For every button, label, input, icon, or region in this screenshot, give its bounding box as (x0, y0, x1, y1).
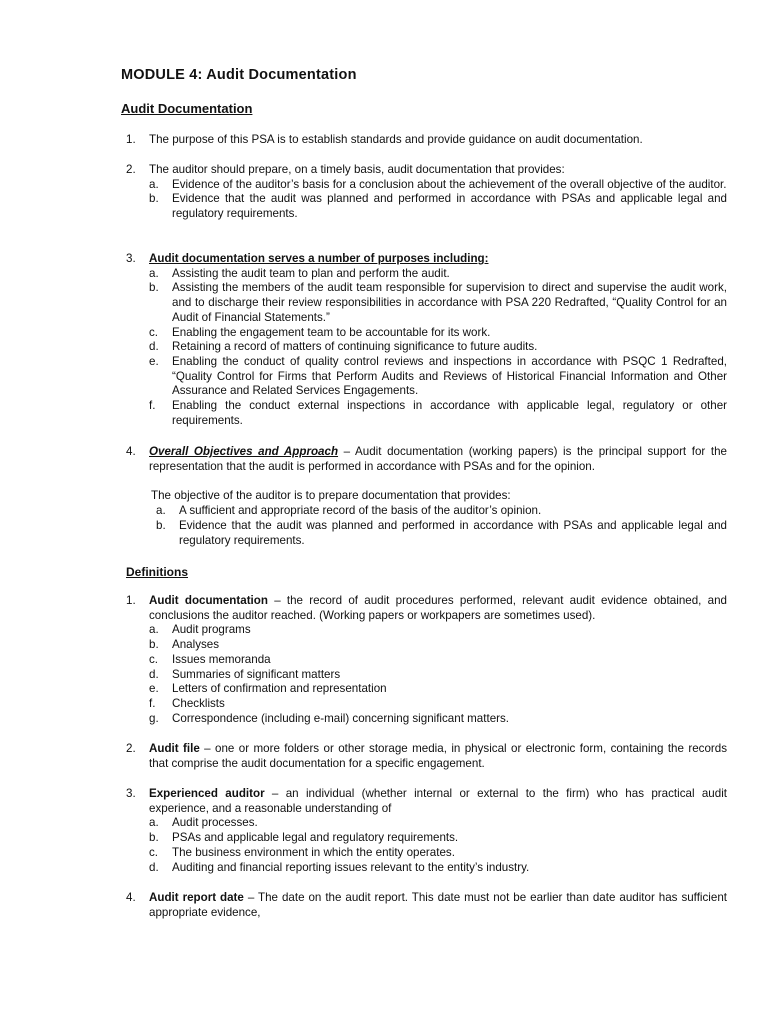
sub-item (0, 504, 768, 519)
sub-text: Assisting the members of the audit team responsible for supervision to direct and supervise the audit work, and to discharge their review responsibilities in accordance with PSA 220 Redrafted, “Quality Control for an Audit of Financial Statements.” (172, 281, 727, 324)
sub-letter: d. (149, 667, 159, 681)
sub-item (0, 846, 768, 861)
sub-letter: d. (149, 340, 159, 354)
sub-item (0, 267, 768, 282)
list-item-2 (0, 163, 768, 222)
sub-text: A sufficient and appropriate record of the basis of the auditor’s opinion. (179, 504, 542, 518)
sub-text: Issues memoranda (172, 652, 271, 666)
sub-item (0, 653, 768, 668)
definitions-title: Definitions (126, 565, 188, 579)
sub-item (0, 340, 768, 355)
sub-text: Auditing and financial reporting issues relevant to the entity’s industry. (172, 860, 530, 874)
definition-3 (0, 787, 768, 875)
sub-letter: e. (149, 682, 159, 696)
list-item-4 (0, 445, 768, 548)
objective-paragraph: The objective of the auditor is to prepare documentation that provides: (151, 489, 511, 503)
item-heading: Overall Objectives and Approach (149, 445, 339, 458)
sub-item (0, 668, 768, 683)
sub-item (0, 355, 768, 399)
definition-text: – an individual (whether internal or external to the firm) who has practical audit experience, and a reasonable understanding of (149, 787, 727, 815)
definition-text: – one or more folders or other storage media, in physical or electronic form, containing the records that comprise the audit documentation for a specific engagement. (149, 742, 728, 770)
sub-text: Evidence that the audit was planned and performed in accordance with PSAs and applicable legal and regulatory requirements. (172, 192, 727, 221)
sub-letter: e. (149, 354, 159, 368)
sub-text: Audit programs (172, 623, 251, 637)
sub-text: Retaining a record of matters of continuing significance to future audits. (172, 340, 538, 354)
sub-text: Checklists (172, 696, 225, 710)
sub-text: Evidence that the audit was planned and performed in accordance with PSAs and applicable legal and regulatory requirements. (179, 518, 727, 547)
sub-item (0, 192, 768, 221)
sub-letter: a. (156, 504, 166, 518)
list-item-3 (0, 252, 768, 428)
sub-text: Enabling the conduct external inspections in accordance with applicable legal, regulatory or other requirements. (172, 399, 727, 427)
sub-text: Audit processes. (172, 816, 258, 830)
sub-item (0, 697, 768, 712)
definition-term: Audit report date (149, 891, 244, 904)
sub-text: The business environment in which the entity operates. (172, 845, 455, 859)
sub-letter: a. (149, 266, 159, 280)
sub-letter: a. (149, 177, 159, 191)
sub-letter: c. (149, 325, 159, 339)
sub-item (0, 816, 768, 831)
sub-item (0, 638, 768, 653)
sub-text: Assisting the audit team to plan and perform the audit. (172, 266, 450, 280)
sub-text: Evidence of the auditor’s basis for a conclusion about the achievement of the overall objective of the auditor. (172, 177, 727, 191)
sub-text: PSAs and applicable legal and regulatory requirements. (172, 831, 459, 845)
sub-letter: g. (149, 711, 159, 725)
definition-term: Audit documentation (149, 594, 268, 607)
definition-4 (0, 891, 768, 920)
item-text: The auditor should prepare, on a timely basis, audit documentation that provides: (149, 163, 565, 176)
item-number: 1. (126, 133, 136, 146)
item-text: The purpose of this PSA is to establish standards and provide guidance on audit documentation. (149, 133, 643, 146)
sub-letter: b. (156, 518, 166, 532)
sub-item (0, 326, 768, 341)
definition-1 (0, 594, 768, 726)
item-number: 4. (126, 891, 136, 904)
sub-item (0, 861, 768, 876)
sub-text: Analyses (172, 638, 220, 652)
sub-text: Enabling the engagement team to be accountable for its work. (172, 325, 491, 339)
sub-letter: a. (149, 623, 159, 637)
sub-item (0, 682, 768, 697)
sub-letter: f. (149, 696, 156, 710)
item-number: 3. (126, 252, 136, 265)
definition-text: – The date on the audit report. This date must not be earlier than date auditor has sufficient appropriate evidence, (149, 891, 727, 919)
item-number: 1. (126, 594, 136, 607)
definition-term: Experienced auditor (149, 787, 265, 800)
item-number: 2. (126, 163, 136, 176)
sub-text: Summaries of significant matters (172, 667, 341, 681)
list-item-1 (0, 133, 768, 148)
sub-item (0, 623, 768, 638)
sub-letter: c. (149, 652, 159, 666)
item-number: 4. (126, 445, 136, 458)
item-number: 3. (126, 787, 136, 800)
sub-item (0, 831, 768, 846)
sub-letter: a. (149, 816, 159, 830)
sub-letter: b. (149, 638, 159, 652)
sub-item (0, 178, 768, 193)
definition-term: Audit file (149, 742, 200, 755)
sub-item (0, 519, 768, 548)
definition-text: – the record of audit procedures performed, relevant audit evidence obtained, and conclusions the auditor reached. (Working papers or workpapers are sometimes used). (149, 594, 727, 622)
item-heading: Audit documentation serves a number of purposes including: (149, 252, 489, 265)
sub-item (0, 399, 768, 428)
sub-letter: d. (149, 860, 159, 874)
sub-text: Letters of confirmation and representation (172, 682, 387, 696)
sub-letter: c. (149, 845, 159, 859)
module-title: MODULE 4: Audit Documentation (121, 67, 357, 83)
sub-text: Enabling the conduct of quality control reviews and inspections in accordance with PSQC 1 Redrafted, “Quality Control for Firms that Perform Audits and Reviews of Historical Financial Information and Other Assurance and Related Services Engagements. (172, 354, 727, 398)
sub-letter: f. (149, 399, 156, 413)
sub-letter: b. (149, 281, 159, 295)
definition-2 (0, 742, 768, 771)
sub-text: Correspondence (including e-mail) concerning significant matters. (172, 711, 510, 725)
item-text: – Audit documentation (working papers) is the principal support for the representation that the audit is performed in accordance with PSAs and for the opinion. (149, 445, 727, 473)
sub-letter: b. (149, 831, 159, 845)
sub-letter: b. (149, 192, 159, 206)
section-title: Audit Documentation (121, 101, 253, 116)
sub-item (0, 712, 768, 727)
sub-item (0, 281, 768, 325)
item-number: 2. (126, 742, 136, 755)
